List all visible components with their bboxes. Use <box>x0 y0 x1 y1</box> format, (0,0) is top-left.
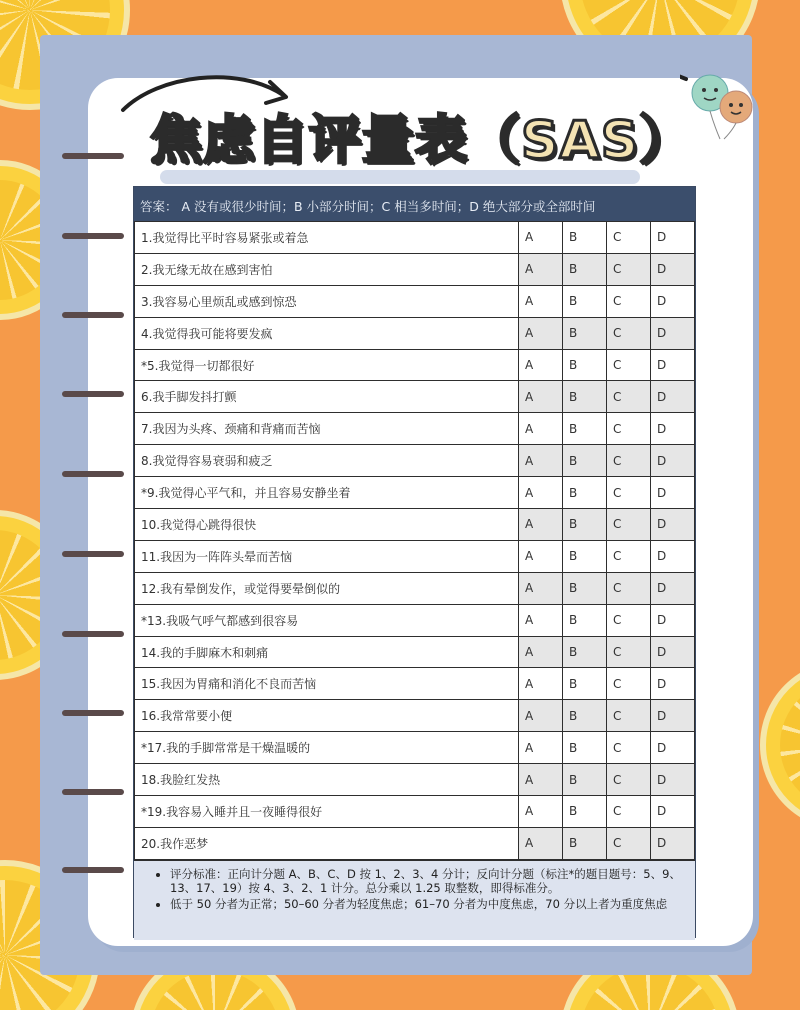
binder-ring <box>62 153 124 159</box>
option-cell-d[interactable]: D <box>651 445 695 477</box>
option-cell-a[interactable]: A <box>519 477 563 509</box>
option-cell-b[interactable]: B <box>563 604 607 636</box>
option-cell-c[interactable]: C <box>607 796 651 828</box>
option-cell-b[interactable]: B <box>563 285 607 317</box>
option-cell-a[interactable]: A <box>519 349 563 381</box>
option-cell-d[interactable]: D <box>651 381 695 413</box>
binder-ring <box>62 312 124 318</box>
table-row <box>135 827 695 859</box>
option-cell-b[interactable]: B <box>563 349 607 381</box>
question-text: 2.我无缘无故在感到害怕 <box>135 253 519 285</box>
option-cell-b[interactable]: B <box>563 668 607 700</box>
answer-key: 答案： A 没有或很少时间；B 小部分时间；C 相当多时间；D 绝大部分或全部时间 <box>134 187 695 221</box>
option-cell-b[interactable]: B <box>563 317 607 349</box>
option-cell-b[interactable]: B <box>563 796 607 828</box>
option-cell-a[interactable]: A <box>519 636 563 668</box>
option-cell-c[interactable]: C <box>607 604 651 636</box>
score-interpretation: • 低于 50 分者为正常；50–60 分者为轻度焦虑；61–70 分者为中度焦虑，70 分以上者为重度焦虑 <box>170 897 687 911</box>
option-cell-c[interactable]: C <box>607 285 651 317</box>
option-cell-d[interactable]: D <box>651 700 695 732</box>
option-cell-d[interactable]: D <box>651 222 695 254</box>
question-text: 15.我因为胃痛和消化不良而苦恼 <box>135 668 519 700</box>
option-cell-c[interactable]: C <box>607 222 651 254</box>
table-row <box>135 317 695 349</box>
scoring-notes <box>134 860 695 940</box>
option-cell-c[interactable]: C <box>607 700 651 732</box>
option-cell-d[interactable]: D <box>651 477 695 509</box>
question-text: 11.我因为一阵阵头晕而苦恼 <box>135 540 519 572</box>
option-cell-d[interactable]: D <box>651 349 695 381</box>
table-row <box>135 636 695 668</box>
question-text: 3.我容易心里烦乱或感到惊恐 <box>135 285 519 317</box>
binder-ring <box>62 867 124 873</box>
question-text: 7.我因为头疼、颈痛和背痛而苦恼 <box>135 413 519 445</box>
option-cell-c[interactable]: C <box>607 445 651 477</box>
question-text: 12.我有晕倒发作，或觉得要晕倒似的 <box>135 572 519 604</box>
table-row <box>135 413 695 445</box>
option-cell-c[interactable]: C <box>607 540 651 572</box>
table-row <box>135 222 695 254</box>
question-text: 16.我常常要小便 <box>135 700 519 732</box>
question-text: 1.我觉得比平时容易紧张或着急 <box>135 222 519 254</box>
option-cell-c[interactable]: C <box>607 509 651 541</box>
option-cell-d[interactable]: D <box>651 604 695 636</box>
question-text: 18.我脸红发热 <box>135 764 519 796</box>
option-cell-a[interactable]: A <box>519 317 563 349</box>
binder-ring <box>62 631 124 637</box>
option-cell-b[interactable]: B <box>563 636 607 668</box>
binder-ring <box>62 471 124 477</box>
question-text: 6.我手脚发抖打颤 <box>135 381 519 413</box>
table-row <box>135 668 695 700</box>
option-cell-b[interactable]: B <box>563 253 607 285</box>
option-cell-d[interactable]: D <box>651 636 695 668</box>
option-cell-b[interactable]: B <box>563 381 607 413</box>
option-cell-d[interactable]: D <box>651 827 695 859</box>
option-cell-a[interactable]: A <box>519 764 563 796</box>
option-cell-d[interactable]: D <box>651 796 695 828</box>
question-text: 10.我觉得心跳得很快 <box>135 509 519 541</box>
questions-table <box>134 221 695 860</box>
table-row <box>135 796 695 828</box>
option-cell-c[interactable]: C <box>607 317 651 349</box>
option-cell-b[interactable]: B <box>563 413 607 445</box>
question-text: *19.我容易入睡并且一夜睡得很好 <box>135 796 519 828</box>
option-cell-b[interactable]: B <box>563 477 607 509</box>
option-cell-b[interactable]: B <box>563 572 607 604</box>
option-cell-b[interactable]: B <box>563 445 607 477</box>
option-cell-b[interactable]: B <box>563 222 607 254</box>
question-text: *17.我的手脚常常是干燥温暖的 <box>135 732 519 764</box>
option-cell-a[interactable]: A <box>519 445 563 477</box>
option-cell-c[interactable]: C <box>607 381 651 413</box>
option-cell-c[interactable]: C <box>607 572 651 604</box>
table-row <box>135 572 695 604</box>
table-row <box>135 445 695 477</box>
questionnaire-sheet <box>133 186 696 938</box>
binder-ring <box>62 551 124 557</box>
option-cell-b[interactable]: B <box>563 509 607 541</box>
option-cell-a[interactable]: A <box>519 509 563 541</box>
table-row <box>135 732 695 764</box>
question-text: *5.我觉得一切都很好 <box>135 349 519 381</box>
table-row <box>135 604 695 636</box>
option-cell-a[interactable]: A <box>519 253 563 285</box>
table-row <box>135 540 695 572</box>
option-cell-d[interactable]: D <box>651 413 695 445</box>
option-cell-a[interactable]: A <box>519 572 563 604</box>
option-cell-c[interactable]: C <box>607 827 651 859</box>
option-cell-d[interactable]: D <box>651 764 695 796</box>
option-cell-d[interactable]: D <box>651 285 695 317</box>
option-cell-d[interactable]: D <box>651 572 695 604</box>
question-text: 8.我觉得容易衰弱和疲乏 <box>135 445 519 477</box>
table-row <box>135 700 695 732</box>
option-cell-a[interactable]: A <box>519 413 563 445</box>
option-cell-c[interactable]: C <box>607 636 651 668</box>
option-cell-a[interactable]: A <box>519 540 563 572</box>
option-cell-a[interactable]: A <box>519 732 563 764</box>
option-cell-a[interactable]: A <box>519 285 563 317</box>
table-row <box>135 509 695 541</box>
option-cell-a[interactable]: A <box>519 796 563 828</box>
option-cell-c[interactable]: C <box>607 477 651 509</box>
option-cell-b[interactable]: B <box>563 700 607 732</box>
question-text: *13.我吸气呼气都感到很容易 <box>135 604 519 636</box>
option-cell-d[interactable]: D <box>651 540 695 572</box>
page-title: 焦虑自评量表（SAS） <box>150 111 693 171</box>
question-text: *9.我觉得心平气和，并且容易安静坐着 <box>135 477 519 509</box>
table-row <box>135 349 695 381</box>
option-cell-a[interactable]: A <box>519 827 563 859</box>
option-cell-d[interactable]: D <box>651 668 695 700</box>
option-cell-b[interactable]: B <box>563 732 607 764</box>
table-row <box>135 477 695 509</box>
option-cell-b[interactable]: B <box>563 540 607 572</box>
option-cell-c[interactable]: C <box>607 413 651 445</box>
binder-ring <box>62 710 124 716</box>
option-cell-d[interactable]: D <box>651 317 695 349</box>
binder-ring <box>62 233 124 239</box>
option-cell-c[interactable]: C <box>607 253 651 285</box>
option-cell-c[interactable]: C <box>607 668 651 700</box>
question-text: 14.我的手脚麻木和刺痛 <box>135 636 519 668</box>
option-cell-d[interactable]: D <box>651 509 695 541</box>
option-cell-b[interactable]: B <box>563 827 607 859</box>
table-row <box>135 285 695 317</box>
question-text: 20.我作恶梦 <box>135 827 519 859</box>
binder-ring <box>62 789 124 795</box>
option-cell-b[interactable]: B <box>563 764 607 796</box>
option-cell-d[interactable]: D <box>651 732 695 764</box>
option-cell-c[interactable]: C <box>607 349 651 381</box>
orange-slice-icon <box>760 660 800 830</box>
option-cell-d[interactable]: D <box>651 253 695 285</box>
option-cell-c[interactable]: C <box>607 732 651 764</box>
table-row <box>135 381 695 413</box>
question-text: 4.我觉得我可能将要发疯 <box>135 317 519 349</box>
table-row <box>135 764 695 796</box>
binder-ring <box>62 391 124 397</box>
option-cell-c[interactable]: C <box>607 764 651 796</box>
table-row <box>135 253 695 285</box>
scoring-rule: • 评分标准：正向计分题 A、B、C、D 按 1、2、3、4 分计；反向计分题（标注*的题目题号：5、9、13、17、19）按 4、3、2、1 计分。总分乘以 1.25 取整数，即得标准分。 <box>170 867 687 895</box>
option-cell-a[interactable]: A <box>519 700 563 732</box>
option-cell-a[interactable]: A <box>519 381 563 413</box>
option-cell-a[interactable]: A <box>519 604 563 636</box>
option-cell-a[interactable]: A <box>519 668 563 700</box>
option-cell-a[interactable]: A <box>519 222 563 254</box>
